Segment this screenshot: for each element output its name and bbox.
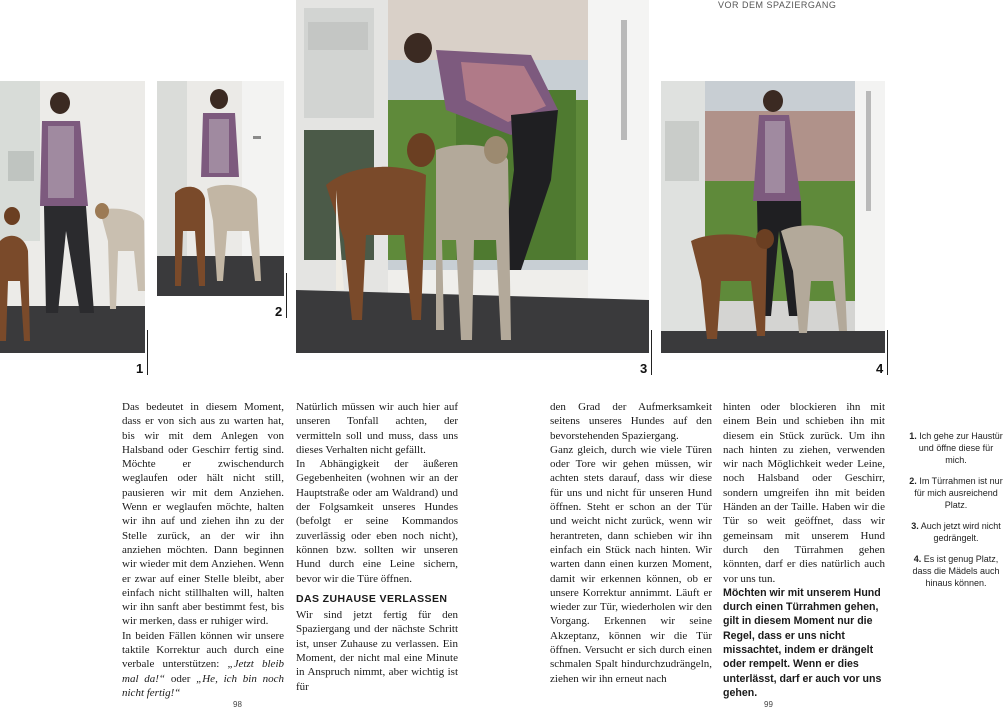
text-column-3 [550, 400, 712, 686]
caption-4 [908, 553, 1004, 589]
caption-text: Ich gehe zur Haustür und öffne diese für mich. [918, 431, 1003, 465]
quote: „He, ich bin noch nicht fertig!“ [122, 672, 284, 699]
photo-1-marker [147, 330, 148, 375]
text-column-2 [296, 400, 458, 694]
page-number-left: 98 [233, 700, 242, 709]
paragraph: Wir sind jetzt fertig für den Spaziergang und der nächste Schritt ist, unser Zuhause zu verlassen. Ein Moment, der nicht mal eine Minute in Anspruch nimmt, aber wichtig ist für [296, 609, 458, 693]
photo-1 [0, 81, 145, 353]
section-title: VOR DEM SPAZIERGANG [718, 0, 837, 10]
caption-2 [908, 475, 1004, 511]
photo-2 [157, 81, 284, 296]
photo-captions [908, 430, 1004, 598]
caption-number: 4. [913, 554, 922, 564]
text-run: oder [165, 672, 197, 685]
photo-1-number: 1 [136, 361, 144, 376]
photo-woman-leashing-dogs-icon [296, 0, 649, 353]
quote: „Jetzt bleib mal da!“ [122, 658, 284, 685]
paragraph: In Abhängigkeit der äußeren Gegebenheiten (wohnen wir an der Hauptstraße oder am Waldrand) und der Folgsamkeit unseres Hundes (befolgt er seine Kommandos zuverlässig oder eben noch nicht), können bzw. sollten wir unseren Hund durch eine Leine sichern, bevor wir die Türe öffnen. [296, 458, 458, 585]
photo-4 [661, 81, 885, 353]
caption-number: 2. [909, 476, 917, 486]
caption-3 [908, 520, 1004, 544]
paragraph: Das bedeutet in diesem Moment, dass er von sich aus zu warten hat, bis wir mit dem Anlegen von Halsband oder Geschirr fertig sind. Möchte er zwischendurch weglaufen oder hält nicht still, pausieren wir mit dem Anziehen. Wenn er weglaufen möchte, halten wir ihn auf und ziehen ihn zu der Stelle zurück, an der wir ihn anziehen möchten. Dann beginnen wir wieder mit dem Anziehen. Wenn er zwar auf einer Stelle bleibt, aber einfach nicht stillhalten will, halten wir ihn sanft aber bestimmt fest, bis wir merken, dass er ruhiger wird. [122, 401, 284, 628]
caption-text: Auch jetzt wird nicht gedrängelt. [920, 521, 1001, 543]
photo-2-marker [286, 273, 287, 318]
photo-4-marker [887, 330, 888, 375]
photo-woman-and-dogs-at-door-icon [0, 81, 145, 353]
text-column-1 [122, 400, 284, 700]
caption-text: Im Türrahmen ist nur für mich ausreichend Platz. [914, 476, 1003, 510]
highlight-paragraph: Möchten wir mit unserem Hund durch einen Türrahmen gehen, gilt in diesem Moment nur die Regel, dass er uns nicht missachtet, indem er drängelt oder rempelt. Wenn er dies unterlässt, darf er auch vor uns gehen. [723, 586, 882, 699]
caption-number: 3. [911, 521, 919, 531]
photo-woman-with-dogs-near-door-icon [157, 81, 284, 296]
photo-3 [296, 0, 649, 353]
caption-number: 1. [909, 431, 917, 441]
paragraph: hinten oder blockieren ihn mit einem Bein und schieben ihn mit diesem ein Stück zurück. Um ihn nach hinten zu ziehen, verwenden wir nach Möglichkeit weder Leine, noch Halsband oder Geschirr, sondern umgreifen ihn mit beiden Händen an der Taille. Haben wir die Tür so weit geöffnet, dass wir gemeinsam mit unserem Hund durch den Türrahmen gehen könnten, darf er dies natürlich auch vor uns tun. [723, 401, 885, 585]
page-number-right: 99 [764, 700, 773, 709]
photo-2-number: 2 [275, 304, 283, 319]
paragraph: Natürlich müssen wir auch hier auf unseren Tonfall achten, der vermitteln soll und muss, dass uns dieses Verhalten nicht gefällt. [296, 401, 458, 456]
photo-dogs-through-doorframe-icon [661, 81, 885, 353]
paragraph [122, 629, 284, 700]
caption-1 [908, 430, 1004, 466]
paragraph: Ganz gleich, durch wie viele Türen oder Tore wir gehen müssen, wir achten stets darauf, dass wir diese für uns und nicht für unseren Hund öffnen. Steht er schon an der Tür und weicht nicht zurück, wenn wir herantreten, dann schieben wir ihn einfach ein Stück nach hinten. Wir warten dann einen kurzen Moment, damit wir erkennen können, ob er unsere Korrektur annimmt. Läuft er wieder zur Tür, wiederholen wir den Vorgang. Erkennen wir seine Akzeptanz, können wir die Tür öffnen. Versucht er sich durch einen schmalen Spalt hindurchzudrängeln, ziehen wir ihn erneut nach [550, 443, 712, 685]
caption-text: Es ist genug Platz, dass die Mädels auch hinaus können. [912, 554, 1000, 588]
paragraph: den Grad der Aufmerksamkeit seitens unseres Hundes auf den bevorstehenden Spaziergang. [550, 401, 712, 442]
photo-3-marker [651, 330, 652, 375]
photo-4-number: 4 [876, 361, 884, 376]
section-heading: DAS ZUHAUSE VERLASSEN [296, 592, 448, 605]
photo-3-number: 3 [640, 361, 648, 376]
text-column-4 [723, 400, 885, 700]
text-run: In beiden Fällen können wir unsere taktile Korrektur auch durch eine verbale unterstützen: [122, 629, 284, 671]
